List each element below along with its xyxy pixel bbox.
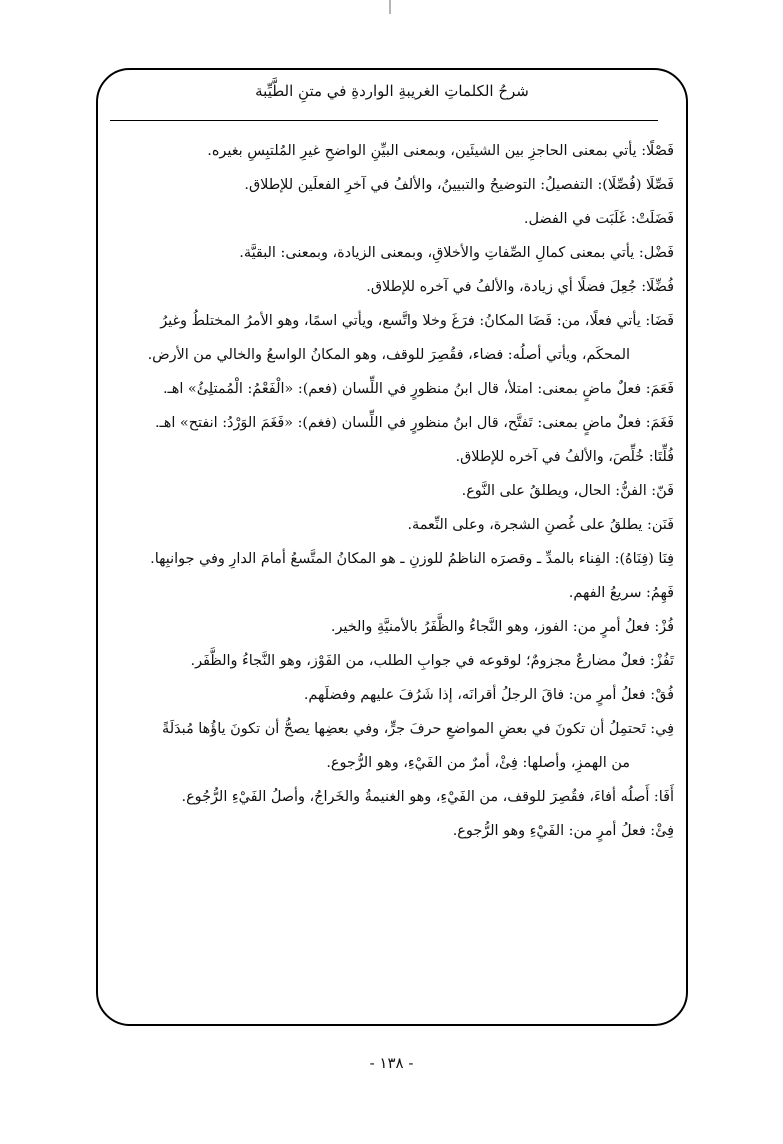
glossary-entry: فُضِّلَا: جُعِلَ فضلًا أي زيادة، والألفُ في آخره للإطلاق. [366, 279, 674, 295]
glossary-entry: أَفَا: أَصلُه أفاءَ، فقُصِرَ للوقف، من الفَيْءِ، وهو الغنيمةُ والخَراجُ، وأصلُ الفَيْءِ الرُّجُوع. [181, 789, 674, 805]
glossary-entry [112, 304, 674, 372]
glossary-entry: فَنَن: يطلقُ على غُصنِ الشجرة، وعلى النِّعمة. [407, 517, 674, 533]
top-crop-mark [389, 0, 391, 14]
glossary-entry: فُقْ: فعلُ أمرٍ من: فاقَ الرجلُ أقرانَه، إذا شَرُفَ عليهم وفضلَهم. [303, 687, 674, 703]
page-header-title: شرحُ الكلماتِ الغريبةِ الواردةِ في متنِ الطَّيِّبة [255, 82, 529, 100]
glossary-body [112, 134, 674, 848]
glossary-entry [112, 712, 674, 780]
glossary-entry: فَغَمَ: فعلٌ ماضٍ بمعنى: تَفتَّح، قال ابنُ منظورٍ في اللِّسان (فغم): «فَغَمَ الوَرْدُ: انفتح» اهـ. [154, 415, 674, 431]
header-divider [110, 120, 658, 121]
glossary-entry: فَصْلًا: يأتي بمعنى الحاجزِ بين الشيئَين، وبمعنى البيِّنِ الواضحِ غيرِ المُلتبِسِ بغيره. [207, 143, 674, 159]
glossary-entry: فِنَا (فِنَاهُ): الفِناء بالمدِّ ـ وقصرَه الناظمُ للوزنِ ـ هو المكانُ المتَّسعُ أمامَ الدارِ وفي جوانبِها. [150, 551, 674, 567]
glossary-entry-line: فِي: تَحتمِلُ أن تكونَ في بعضِ المواضعِ حرفَ جرٍّ، وفي بعضِها يصحُّ أن تكونَ ياؤُها مُبدَلَةً [162, 721, 674, 737]
glossary-entry: فُزْ: فعلُ أمرٍ من: الفوز، وهو النَّجاءُ والظَّفَرُ بالأمنيَّةِ والخير. [330, 619, 674, 635]
glossary-entry: فِئْ: فعلُ أمرٍ من: الفَيْءِ وهو الرُّجوع. [452, 823, 674, 839]
glossary-entry: فُلِّتَا: خُلِّصَ، والألفُ في آخره للإطلاق. [455, 449, 674, 465]
glossary-entry-continuation: من الهمزِ، وأصلها: فِئْ، أمرٌ من الفَيْءِ، وهو الرُّجوع. [326, 755, 630, 771]
page-number: - ١٣٨ - [369, 1054, 414, 1072]
glossary-entry: فَهِمُ: سريعُ الفهم. [568, 585, 674, 601]
glossary-entry: فَصِّلَا (فُصِّلَا): التفصيلُ: التوضيحُ والتبيينُ، والألفُ في آخرِ الفعلَين للإطلاق. [244, 177, 674, 193]
glossary-entry: فَنّ: الفنُّ: الحال، ويطلقُ على النَّوع. [461, 483, 674, 499]
glossary-entry: تَفُزْ: فعلٌ مضارعٌ مجزومٌ؛ لوقوعه في جوابِ الطلب، من الفَوْز، وهو النَّجاءُ والظَّفَر. [190, 653, 674, 669]
glossary-entry: فَعَمَ: فعلٌ ماضٍ بمعنى: امتلأ، قال ابنُ منظورٍ في اللِّسان (فعم): «الْفَعْمُ: الْمُمتلِئُ» اهـ. [162, 381, 674, 397]
glossary-entry-continuation: المحكَم، ويأتي أصلُه: فضاء، فقُصِرَ للوقف، وهو المكانُ الواسعُ والخالي من الأرض. [147, 347, 630, 363]
glossary-entry-line: فَضَا: يأتي فعلًا، من: فَضَا المكانُ: فرَغَ وخلا واتَّسع، ويأتي اسمًا، وهو الأمرُ المختلطُ وغيرُ [160, 313, 674, 329]
glossary-entry: فَضْل: يأتي بمعنى كمالِ الصِّفاتِ والأخلاقِ، وبمعنى الزيادة، وبمعنى: البقيَّة. [239, 245, 674, 261]
glossary-entry: فَضَلَتْ: غَلَبَت في الفضل. [523, 211, 674, 227]
page-frame [96, 68, 688, 1026]
